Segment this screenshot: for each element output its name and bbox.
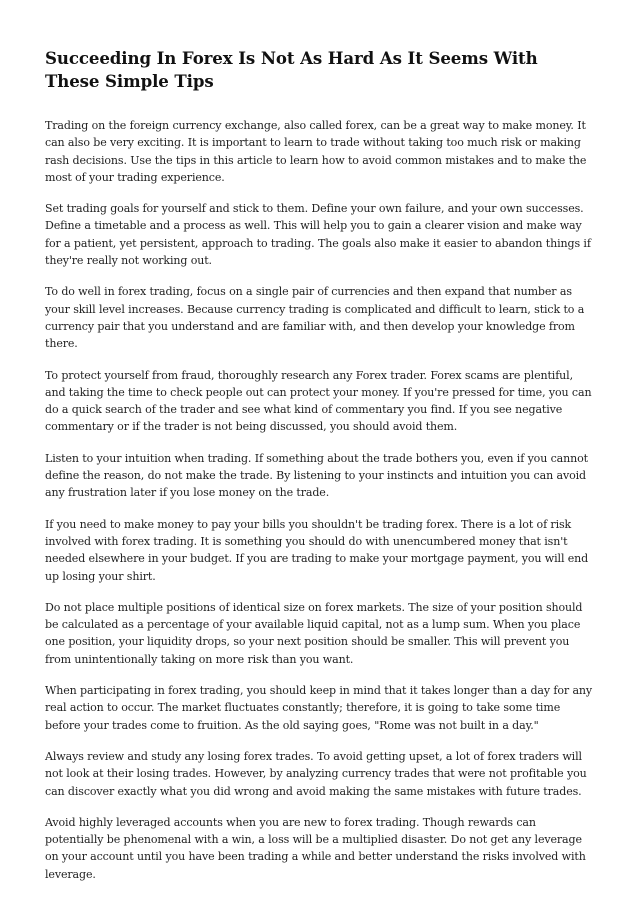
paragraph-9: Always review and study any losing forex trades. To avoid getting upset, a lot of forex traders will not look at their losing trades. However, by analyzing currency trades that were not profitable you can discover exactly what you did wrong and avoid making the same mistakes with future trades.	[45, 749, 587, 798]
document-body	[45, 117, 595, 883]
paragraph-5: Listen to your intuition when trading. If something about the trade bothers you, even if you cannot define the reason, do not make the trade. By listening to your instincts and intuition you can avoid any frustration later if you lose money on the trade.	[45, 451, 588, 500]
paragraph-7: Do not place multiple positions of identical size on forex markets. The size of your position should be calculated as a percentage of your available liquid capital, not as a lump sum. When you place one position, your liquidity drops, so your next position should be smaller. This will prevent you from unintentionally taking on more risk than you want.	[45, 600, 583, 666]
document-page	[45, 0, 595, 897]
paragraph-10: Avoid highly leveraged accounts when you are new to forex trading. Though rewards can potentially be phenomenal with a win, a loss will be a multiplied disaster. Do not get any leverage on your account until you have been trading a while and better understand the risks involved with leverage.	[45, 815, 586, 881]
paragraph-4: To protect yourself from fraud, thoroughly research any Forex trader. Forex scams are plentiful, and taking the time to check people out can protect your money. If you're pressed for time, you can do a quick search of the trader and see what kind of commentary you find. If you see negative commentary or if the trader is not being discussed, you should avoid them.	[45, 368, 592, 434]
document-title: Succeeding In Forex Is Not As Hard As It Seems With These Simple Tips	[45, 48, 538, 91]
paragraph-3: To do well in forex trading, focus on a single pair of currencies and then expand that number as your skill level increases. Because currency trading is complicated and difficult to learn, stick to a currency pair that you understand and are familiar with, and then develop your knowledge from there.	[45, 285, 585, 351]
paragraph-2: Set trading goals for yourself and stick to them. Define your own failure, and your own successes. Define a timetable and a process as well. This will help you to gain a clearer vision and make way for a patient, yet persistent, approach to trading. The goals also make it easier to abandon things if they're really not working out.	[45, 202, 591, 268]
paragraph-8: When participating in forex trading, you should keep in mind that it takes longer than a day for any real action to occur. The market fluctuates constantly; therefore, it is going to take some time before your trades come to fruition. As the old saying goes, "Rome was not built in a day."	[45, 684, 593, 732]
paragraph-1: Trading on the foreign currency exchange, also called forex, can be a great way to make money. It can also be very exciting. It is important to learn to trade without taking too much risk or making rash decisions. Use the tips in this article to learn how to avoid common mistakes and to make the most of your trading experience.	[45, 119, 587, 184]
paragraph-6: If you need to make money to pay your bills you shouldn't be trading forex. There is a lot of risk involved with forex trading. It is something you should do with unencumbered money that isn't needed elsewhere in your budget. If you are trading to make your mortgage payment, you will end up losing your shirt.	[45, 517, 589, 583]
